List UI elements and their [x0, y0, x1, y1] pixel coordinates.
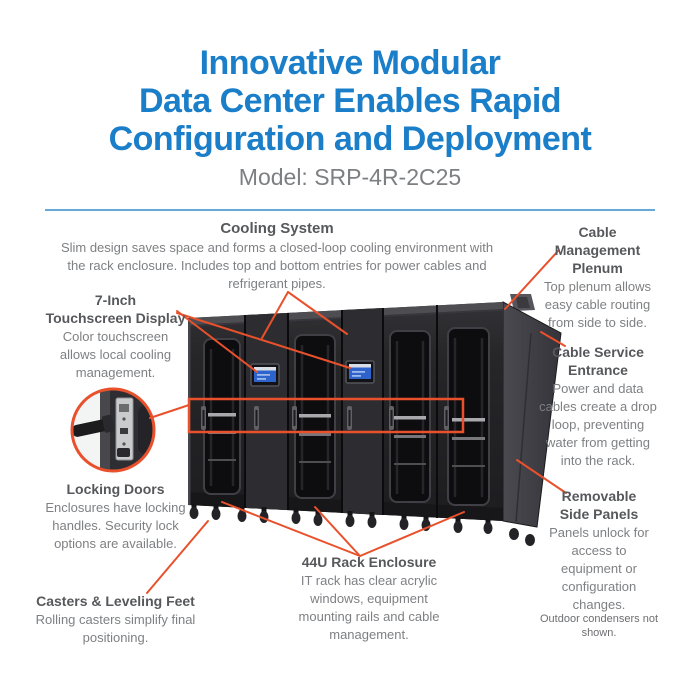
title-line-1: Innovative Modular: [199, 44, 501, 82]
heading-line: Management: [554, 242, 641, 258]
callout-cable-management-plenum: [535, 223, 660, 332]
callout-heading: [535, 223, 660, 277]
heading-line: Removable: [561, 488, 637, 504]
callout-body: Power and data cables create a drop loop, preventing water from getting into the rack.: [539, 381, 657, 468]
touchscreen-display-graphic: [251, 364, 279, 386]
callout-casters-leveling-feet: [23, 592, 208, 647]
header: [0, 44, 700, 190]
heading-line: Entrance: [568, 362, 628, 378]
locking-handle-graphic: [347, 406, 352, 430]
heading-line: 44U Rack Enclosure: [301, 554, 437, 570]
callout-removable-side-panels: [538, 487, 660, 614]
title-line-2: Data Center Enables Rapid: [138, 82, 562, 120]
callout-body: Panels unlock for access to equipment or configuration changes.: [549, 525, 649, 612]
header-divider: [45, 209, 655, 211]
heading-line: Casters & Leveling Feet: [36, 593, 195, 609]
heading-line: Side Panels: [559, 506, 639, 522]
locking-handle-graphic: [254, 406, 259, 430]
caster-graphic: [400, 514, 409, 530]
callout-heading: [537, 343, 659, 379]
callout-heading: [33, 480, 198, 498]
callout-locking-doors: [33, 480, 198, 553]
callout-cooling-system: [57, 219, 497, 293]
model-number: Model: SRP-4R-2C25: [238, 164, 462, 190]
callout-44u-rack-enclosure: [288, 553, 450, 644]
heading-line: 7-Inch: [94, 292, 137, 308]
callout-body: Top plenum allows easy cable routing from side to side.: [544, 279, 651, 330]
detail-circle: [70, 385, 160, 477]
heading-line: Touchscreen Display: [45, 310, 186, 326]
heading-line: Cable Service: [552, 344, 644, 360]
callout-heading: [288, 553, 450, 571]
callout-heading: [38, 291, 193, 327]
locking-handle-graphic: [444, 406, 449, 430]
heading-line: Plenum: [572, 260, 623, 276]
heading-line: Cooling System: [220, 220, 334, 237]
caster-graphic: [454, 517, 463, 533]
caster-graphic: [525, 534, 535, 546]
leader-locking-circle: [150, 405, 189, 418]
heading-line: Locking Doors: [66, 481, 165, 497]
rack-window: [390, 331, 430, 502]
callout-body: Color touchscreen allows local cooling management.: [59, 329, 172, 380]
callout-body: IT rack has clear acrylic windows, equipment mounting rails and cable management.: [298, 573, 440, 642]
title-line-3: Configuration and Deployment: [108, 120, 592, 158]
caster-graphic: [509, 528, 519, 540]
locking-handle-graphic: [201, 406, 206, 430]
callout-heading: [538, 487, 660, 523]
cooling-unit-face: [245, 313, 288, 510]
callout-body: Enclosures have locking handles. Security lock options are available.: [45, 500, 186, 551]
footnote-outdoor-condensers: Outdoor condensers not shown.: [539, 613, 659, 639]
callout-heading: [57, 219, 497, 238]
leader-44u-2: [315, 507, 360, 556]
callout-cable-service-entrance: [537, 343, 659, 470]
locking-handle-graphic: [292, 406, 297, 430]
callout-body: Rolling casters simplify final positioning.: [35, 612, 196, 645]
touchscreen-display-graphic: [346, 361, 374, 383]
heading-line: Cable: [578, 224, 617, 240]
callout-touchscreen-display: [38, 291, 193, 382]
rack-window: [448, 328, 489, 505]
rack-row: [188, 294, 561, 546]
callout-body: Slim design saves space and forms a closed-loop cooling environment with the rack enclosure. Includes top and bottom entries for power cables and refrigerant pipes.: [60, 240, 494, 291]
callout-heading: [23, 592, 208, 610]
locking-handle-graphic: [389, 406, 394, 430]
caster-graphic: [484, 518, 493, 534]
rack-window: [204, 339, 240, 494]
rack-window: [295, 335, 335, 498]
page-title: [0, 44, 700, 158]
